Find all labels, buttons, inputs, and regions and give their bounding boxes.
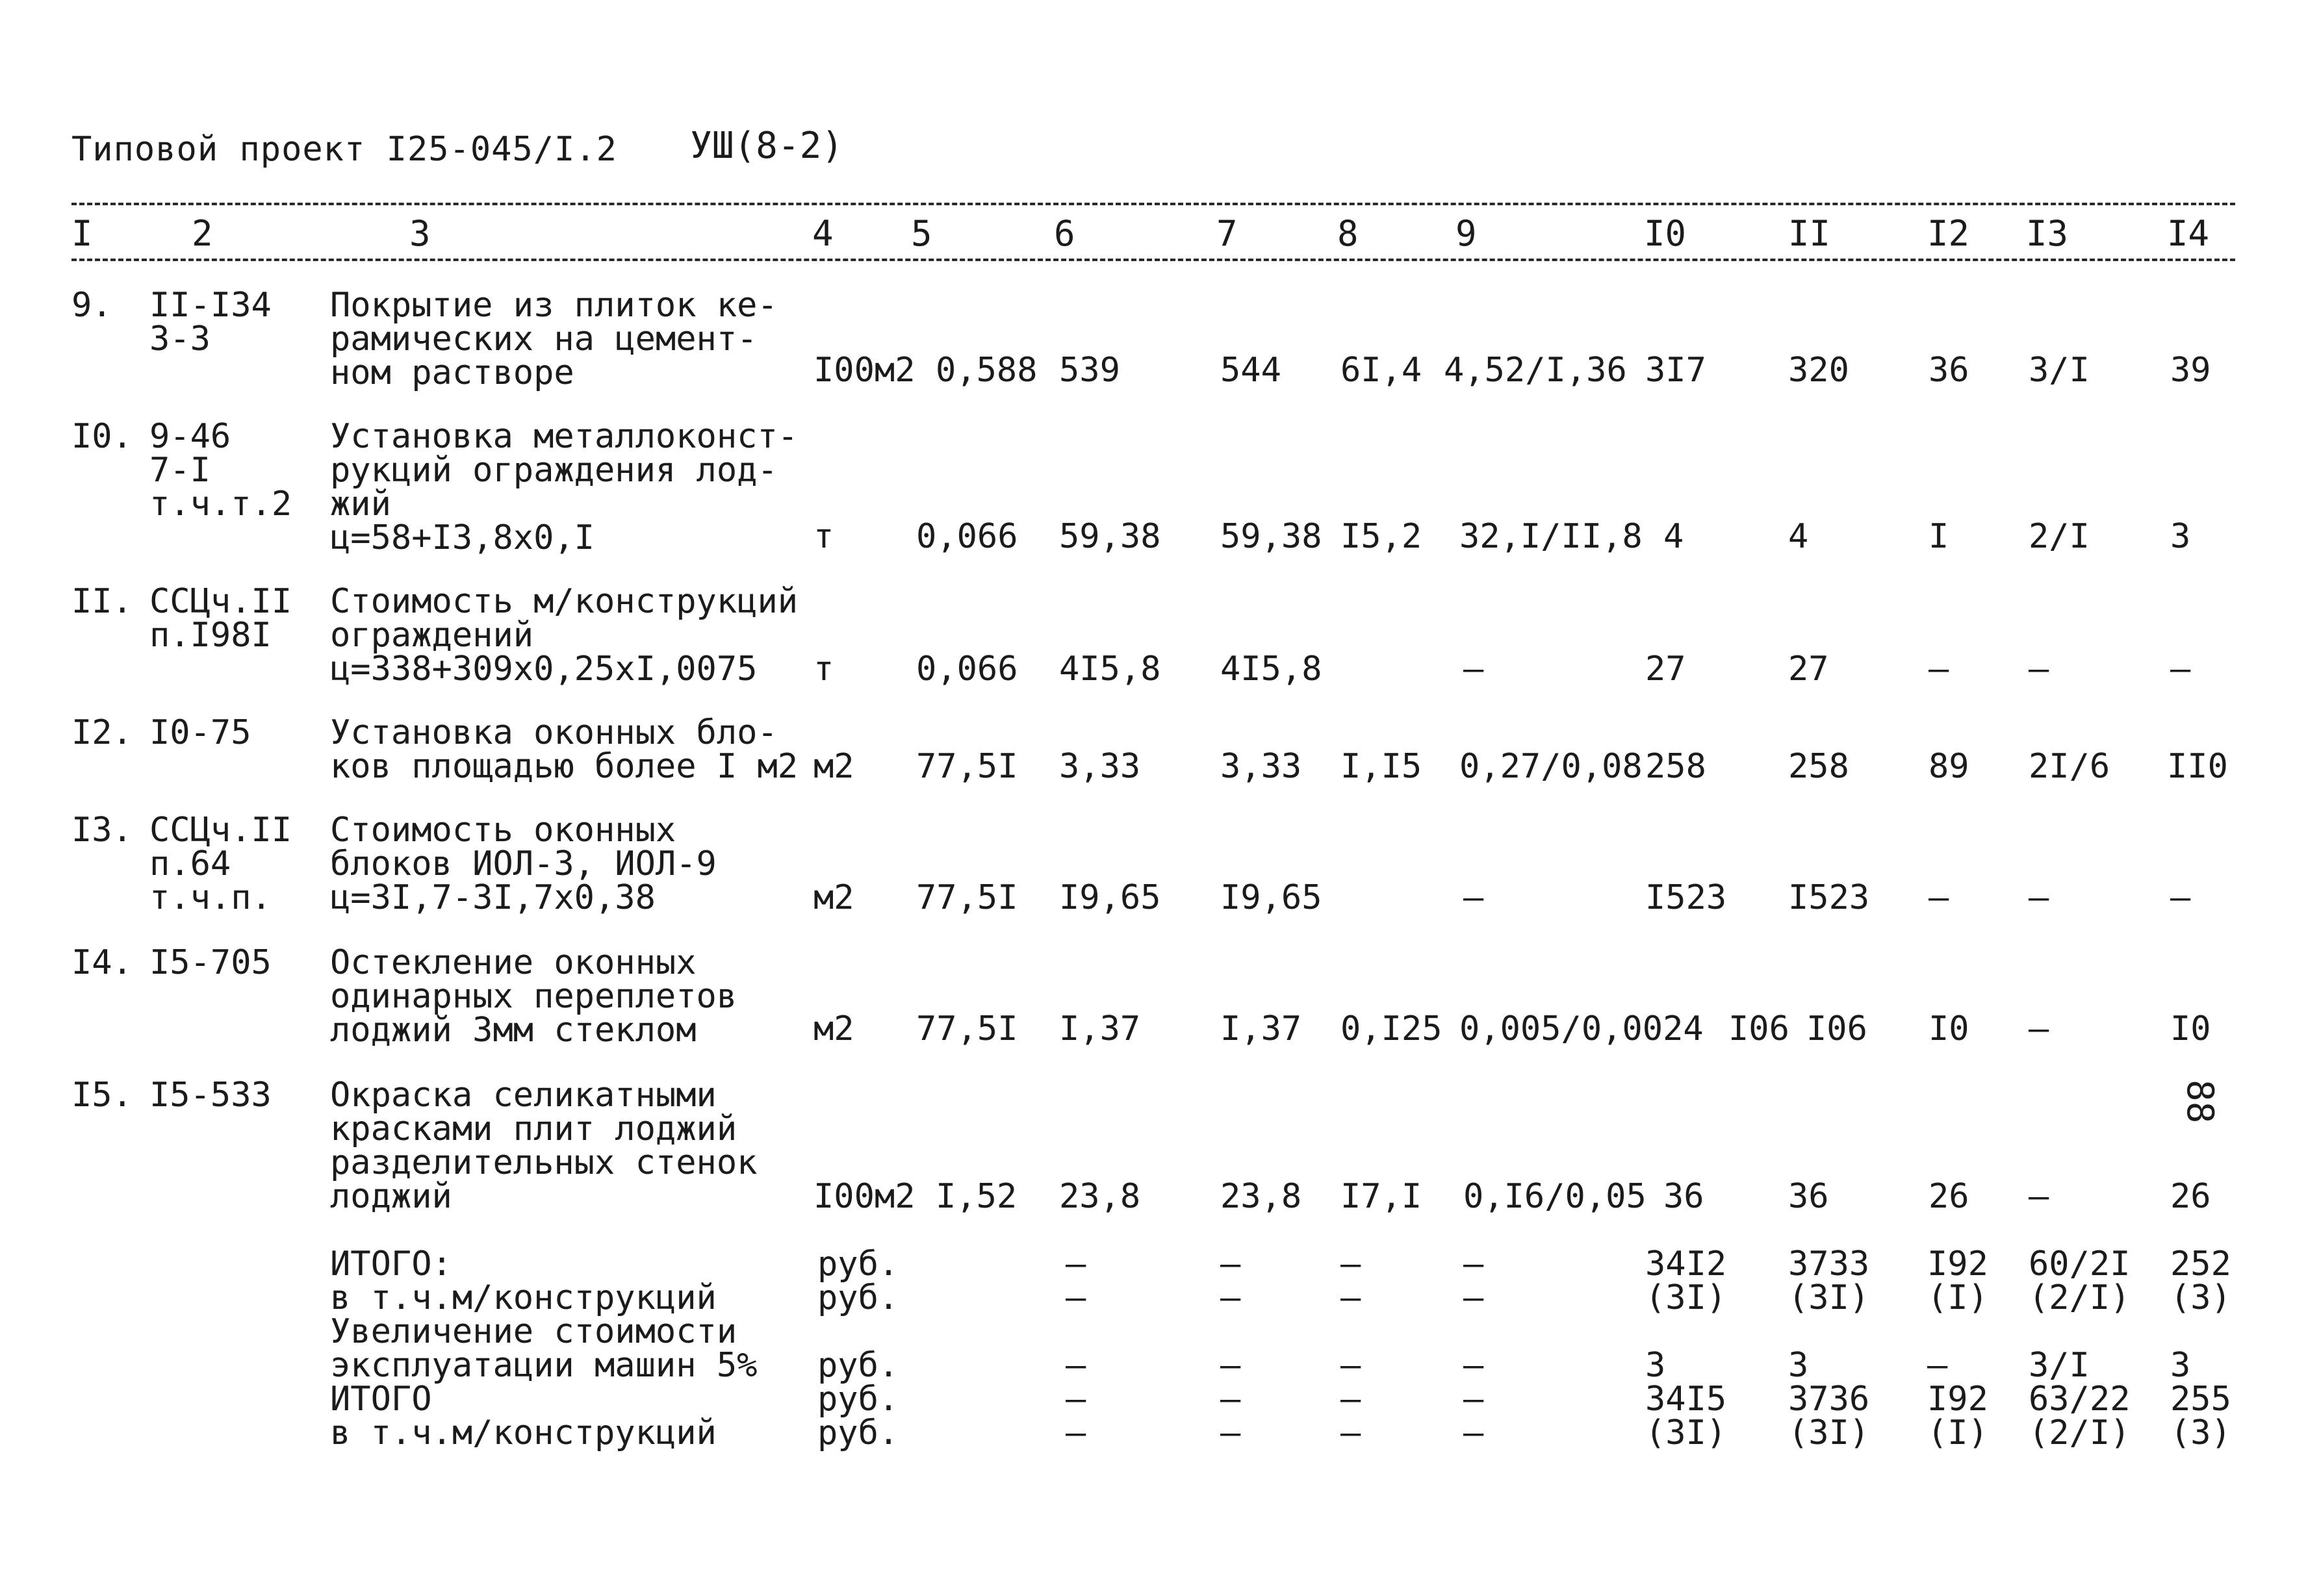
summary-labels: ИТОГО: в т.ч.м/конструкций Увеличение стоимости эксплуатации машин 5% ИТОГО в т.ч.м/конструкций — [330, 1245, 758, 1452]
col-8-value: I,I5 — [1340, 747, 1422, 786]
quantity: 0,066 — [916, 650, 1018, 689]
work-description: Установка оконных бло- ков площадью более I м2 — [330, 713, 799, 786]
col-14-value: 39 — [2170, 351, 2211, 390]
col-9-value: 4,52/I,36 — [1444, 351, 1627, 390]
col-7-value: 23,8 — [1220, 1177, 1302, 1216]
norm-code: I5-705 — [149, 943, 272, 982]
col-14-value: I0 — [2170, 1009, 2211, 1048]
document-title: Типовой проект I25-045/I.2 — [71, 130, 617, 169]
summary-col-14: 252 (3) 3 255 (3) — [2170, 1245, 2231, 1452]
summary-col-12: I92 (I) – I92 (I) — [1927, 1245, 1988, 1452]
summary-col-6: – – – – – — [1066, 1245, 1086, 1452]
norm-code: ССЦч.II п.I98I — [149, 582, 292, 655]
col-14-value: 3 — [2170, 517, 2191, 556]
col-8-value: 0,I25 — [1340, 1009, 1442, 1048]
col-10-value: 27 — [1645, 650, 1686, 689]
work-description: Стоимость оконных блоков ИОЛ-3, ИОЛ-9 ц=3I,7-3I,7х0,38 — [330, 811, 717, 917]
col-6-value: 3,33 — [1059, 747, 1141, 786]
row-number: II. — [71, 582, 133, 621]
col-7-value: I9,65 — [1220, 878, 1322, 917]
col-12-value: – — [1928, 650, 1949, 689]
quantity: 77,5I — [916, 747, 1018, 786]
col-8-value: 6I,4 — [1340, 351, 1422, 390]
col-11-value: I06 — [1806, 1009, 1867, 1048]
row-number: I4. — [71, 943, 133, 982]
work-description: Окраска селикатными красками плит лоджий разделительных стенок лоджий — [330, 1076, 758, 1216]
quantity: 77,5I — [916, 878, 1018, 917]
col-9-value: – — [1463, 878, 1484, 917]
col-6-value: 59,38 — [1059, 517, 1161, 556]
col-12-value: I — [1928, 517, 1949, 556]
quantity: 0,588 — [936, 351, 1038, 390]
col-11-value: 4 — [1788, 517, 1809, 556]
norm-code: 9-46 7-I т.ч.т.2 — [149, 417, 292, 524]
unit: I00м2 — [814, 1177, 916, 1216]
col-8-value: I7,I — [1340, 1177, 1422, 1216]
norm-code: I0-75 — [149, 713, 251, 752]
col-12-value: 89 — [1928, 747, 1969, 786]
column-header-9: 9 — [1455, 213, 1477, 254]
unit: м2 — [814, 1009, 854, 1048]
col-13-value: – — [2029, 878, 2049, 917]
col-10-value: 36 — [1663, 1177, 1704, 1216]
work-description: Установка металлоконст- рукций ограждения лод- жий ц=58+I3,8х0,I — [330, 417, 799, 557]
col-14-value: – — [2170, 878, 2191, 917]
col-9-value: – — [1463, 650, 1484, 689]
work-description: Остекление оконных одинарных переплетов лоджий 3мм стеклом — [330, 943, 737, 1050]
summary-col-11: 3733 (3I) 3 3736 (3I) — [1788, 1245, 1870, 1452]
col-6-value: 23,8 — [1059, 1177, 1141, 1216]
col-13-value: – — [2029, 650, 2049, 689]
col-11-value: 36 — [1788, 1177, 1829, 1216]
column-header-14: I4 — [2167, 213, 2210, 254]
column-header-2: 2 — [192, 213, 213, 254]
col-7-value: I,37 — [1220, 1009, 1302, 1048]
col-11-value: 258 — [1788, 747, 1849, 786]
col-6-value: I,37 — [1059, 1009, 1141, 1048]
summary-col-13: 60/2I (2/I) 3/I 63/22 (2/I) — [2029, 1245, 2131, 1452]
column-header-13: I3 — [2026, 213, 2069, 254]
col-14-value: II0 — [2167, 747, 2228, 786]
col-7-value: 59,38 — [1220, 517, 1322, 556]
header-dash-line-top — [71, 203, 2235, 205]
col-10-value: 3I7 — [1645, 351, 1706, 390]
row-number: I2. — [71, 713, 133, 752]
column-header-8: 8 — [1337, 213, 1359, 254]
col-7-value: 544 — [1220, 351, 1281, 390]
col-9-value: 0,27/0,08 — [1459, 747, 1643, 786]
col-12-value: 26 — [1928, 1177, 1969, 1216]
row-number: 9. — [71, 286, 112, 325]
norm-code: II-I34 3-3 — [149, 286, 272, 359]
unit: I00м2 — [814, 351, 916, 390]
row-number: I5. — [71, 1076, 133, 1115]
unit: т — [814, 517, 834, 556]
quantity: I,52 — [936, 1177, 1018, 1216]
page-number: 88 — [2179, 1080, 2221, 1124]
column-header-7: 7 — [1216, 213, 1238, 254]
col-6-value: 539 — [1059, 351, 1120, 390]
row-number: I0. — [71, 417, 133, 456]
row-number: I3. — [71, 811, 133, 850]
unit: м2 — [814, 878, 854, 917]
column-header-6: 6 — [1054, 213, 1075, 254]
col-11-value: 27 — [1788, 650, 1829, 689]
col-10-value: 4 — [1663, 517, 1684, 556]
col-12-value: I0 — [1928, 1009, 1969, 1048]
quantity: 0,066 — [916, 517, 1018, 556]
column-header-1: I — [71, 213, 93, 254]
quantity: 77,5I — [916, 1009, 1018, 1048]
col-10-value: I523 — [1645, 878, 1727, 917]
header-dash-line-bottom — [71, 259, 2235, 261]
column-header-10: I0 — [1644, 213, 1687, 254]
col-13-value: – — [2029, 1177, 2049, 1216]
summary-units: руб. руб. руб. руб. руб. — [817, 1245, 899, 1452]
summary-col-8: – – – – – — [1340, 1245, 1361, 1452]
col-12-value: – — [1928, 878, 1949, 917]
sheet-code: УШ(8-2) — [690, 125, 844, 167]
col-11-value: 320 — [1788, 351, 1849, 390]
col-10-value: 258 — [1645, 747, 1706, 786]
work-description: Стоимость м/конструкций ограждений ц=338+309х0,25хI,0075 — [330, 582, 799, 689]
col-14-value: – — [2170, 650, 2191, 689]
col-12-value: 36 — [1928, 351, 1969, 390]
col-11-value: I523 — [1788, 878, 1870, 917]
column-header-12: I2 — [1927, 213, 1970, 254]
col-13-value: 2I/6 — [2029, 747, 2110, 786]
summary-col-9: – – – – – — [1463, 1245, 1484, 1452]
work-description: Покрытие из плиток ке- рамических на цемент- ном растворе — [330, 286, 778, 392]
column-header-11: II — [1788, 213, 1831, 254]
unit: м2 — [814, 747, 854, 786]
col-9-value: 0,I6/0,05 — [1463, 1177, 1646, 1216]
unit: т — [814, 650, 834, 689]
col-10-value: I06 — [1728, 1009, 1789, 1048]
col-6-value: I9,65 — [1059, 878, 1161, 917]
col-13-value: 2/I — [2029, 517, 2090, 556]
column-header-5: 5 — [911, 213, 932, 254]
col-9-value: 0,005/0,0024 — [1459, 1009, 1704, 1048]
col-6-value: 4I5,8 — [1059, 650, 1161, 689]
col-14-value: 26 — [2170, 1177, 2211, 1216]
column-header-3: 3 — [409, 213, 431, 254]
summary-col-7: – – – – – — [1220, 1245, 1241, 1452]
col-8-value: I5,2 — [1340, 517, 1422, 556]
col-7-value: 3,33 — [1220, 747, 1302, 786]
col-7-value: 4I5,8 — [1220, 650, 1322, 689]
col-13-value: 3/I — [2029, 351, 2090, 390]
summary-col-10: 34I2 (3I) 3 34I5 (3I) — [1645, 1245, 1727, 1452]
col-13-value: – — [2029, 1009, 2049, 1048]
column-header-4: 4 — [812, 213, 834, 254]
norm-code: ССЦч.II п.64 т.ч.п. — [149, 811, 292, 917]
norm-code: I5-533 — [149, 1076, 272, 1115]
col-9-value: 32,I/II,8 — [1459, 517, 1643, 556]
